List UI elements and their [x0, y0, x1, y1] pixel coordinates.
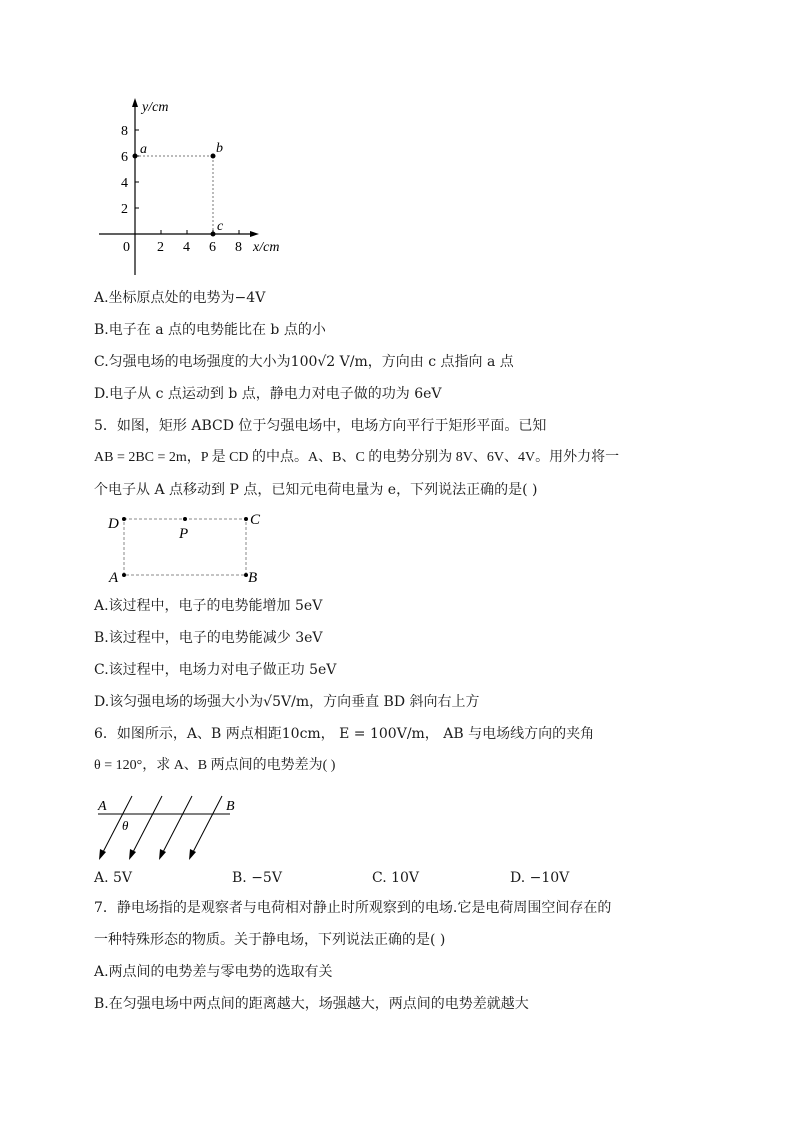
x-tick-8: 8 [235, 240, 242, 255]
label-B: B [248, 570, 258, 586]
point-b-label: b [216, 141, 223, 156]
q6-stem-line1: 6．如图所示，A、B 两点相距10cm， E = 100V/m， AB 与电场线方向的夹角 [94, 726, 595, 742]
q5-option-c: C.该过程中，电场力对电子做正功 5eV [94, 662, 337, 678]
point-c-label: c [217, 219, 224, 234]
q6-option-b: B. −5V [232, 870, 282, 886]
q5-option-a: A.该过程中，电子的电势能增加 5eV [94, 598, 323, 614]
q6-option-d: D. −10V [510, 870, 570, 886]
label-D: D [108, 516, 119, 532]
q6-stem-line2: θ = 120°，求 A、B 两点间的电势差为( ) [94, 758, 336, 773]
origin-label: 0 [123, 240, 130, 255]
y-tick-2: 2 [121, 202, 128, 217]
x-tick-2: 2 [157, 240, 164, 255]
label-P: P [179, 526, 189, 542]
y-tick-4: 4 [121, 176, 128, 191]
point-a-label: a [140, 142, 147, 157]
point-c-dot [211, 232, 216, 237]
x-tick-6: 6 [209, 240, 216, 255]
q5-option-b: B.该过程中，电子的电势能减少 3eV [94, 630, 323, 646]
label-B: B [226, 799, 235, 814]
q4-option-c: C.匀强电场的电场强度的大小为100√2 V/m，方向由 c 点指向 a 点 [94, 354, 514, 370]
q5-option-d: D.该匀强电场的场强大小为√5V/m，方向垂直 BD 斜向右上方 [94, 694, 480, 710]
theta-label: θ [122, 818, 129, 833]
q6-option-a: A. 5V [94, 870, 133, 886]
x-tick-4: 4 [183, 240, 190, 255]
y-axis-label: y/cm [142, 100, 169, 115]
x-axis-label: x/cm [253, 240, 280, 255]
label-A: A [109, 570, 119, 586]
q6-field-figure [94, 794, 254, 864]
point-a-dot [133, 154, 138, 159]
q4-option-b: B.电子在 a 点的电势能比在 b 点的小 [94, 322, 326, 338]
q4-coordinate-figure [94, 95, 294, 280]
q4-option-d: D.电子从 c 点运动到 b 点，静电力对电子做的功为 6eV [94, 386, 442, 402]
q7-stem-line1: 7．静电场指的是观察者与电荷相对静止时所观察到的电场.它是电荷周围空间存在的 [94, 900, 612, 916]
q7-option-b: B.在匀强电场中两点间的距离越大，场强越大，两点间的电势差就越大 [94, 996, 529, 1012]
q5-stem-line1: 5．如图，矩形 ABCD 位于匀强电场中，电场方向平行于矩形平面。已知 [94, 418, 547, 434]
q5-stem-line2: AB = 2BC = 2m，P 是 CD 的中点。A、B、C 的电势分别为 8V、6V、4V。用外力将一 [94, 450, 620, 465]
q4-option-a: A.坐标原点处的电势为−4V [94, 290, 266, 306]
y-tick-8: 8 [121, 124, 128, 139]
q7-option-a: A.两点间的电势差与零电势的选取有关 [94, 964, 333, 980]
q5-rectangle-figure [104, 508, 284, 588]
q6-option-c: C. 10V [372, 870, 420, 886]
y-tick-6: 6 [121, 150, 128, 165]
q5-stem-line3: 个电子从 A 点移动到 P 点，已知元电荷电量为 e，下列说法正确的是( ) [94, 482, 538, 498]
label-A: A [98, 799, 107, 814]
point-b-dot [211, 154, 216, 159]
q7-stem-line2: 一种特殊形态的物质。关于静电场，下列说法正确的是( ) [94, 932, 446, 948]
label-C: C [250, 512, 261, 528]
